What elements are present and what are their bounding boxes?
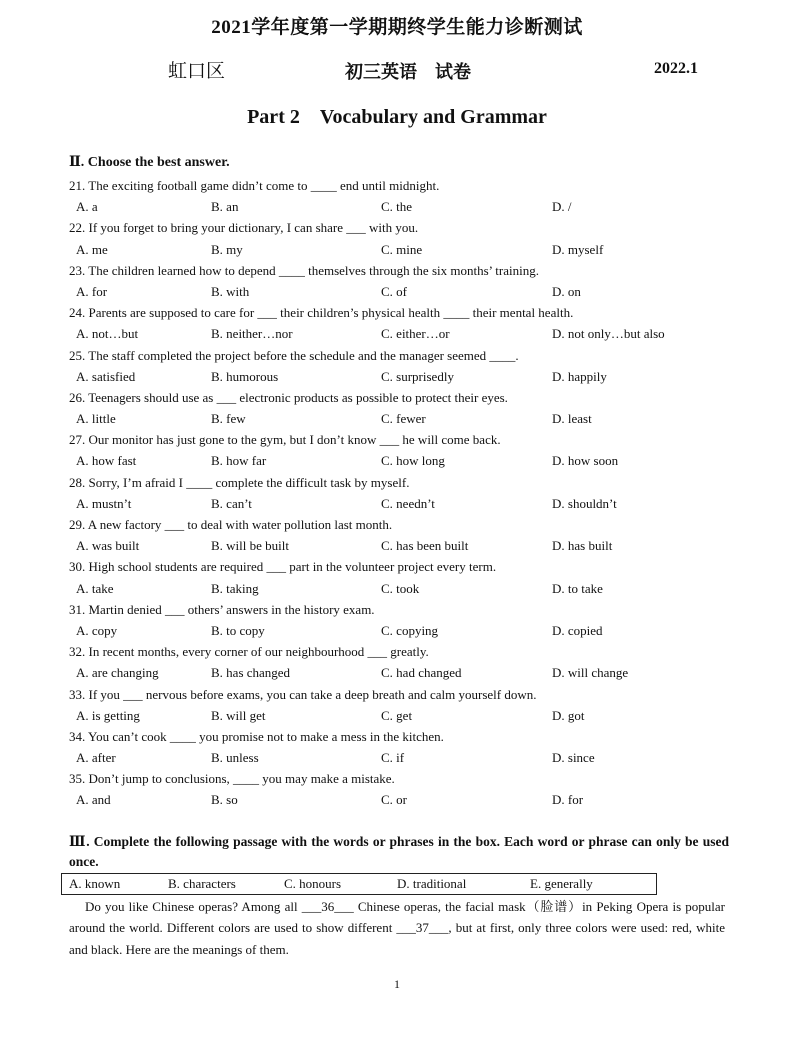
district-label: 虹口区 bbox=[168, 61, 226, 82]
question-options bbox=[69, 789, 729, 810]
question-stem: 30. High school students are required ___ part in the volunteer project every term. bbox=[69, 559, 497, 575]
word-box-option-d: D. traditional bbox=[397, 876, 467, 891]
option-d: D. to take bbox=[552, 580, 603, 596]
question-options bbox=[69, 705, 729, 726]
option-b: B. will be built bbox=[211, 538, 289, 554]
option-c: C. either…or bbox=[381, 326, 450, 342]
question-stem: 25. The staff completed the project before the schedule and the manager seemed ____. bbox=[69, 347, 519, 363]
question-item bbox=[69, 641, 729, 683]
option-a: A. not…but bbox=[76, 326, 139, 342]
option-d: D. on bbox=[552, 283, 581, 299]
option-c: C. had changed bbox=[381, 665, 462, 681]
option-c: C. how long bbox=[381, 453, 445, 469]
option-b: B. can’t bbox=[211, 495, 252, 511]
option-a: A. was built bbox=[76, 538, 140, 554]
question-options bbox=[69, 196, 729, 217]
question-item bbox=[69, 684, 729, 726]
question-stem: 35. Don’t jump to conclusions, ____ you may make a mistake. bbox=[69, 771, 395, 787]
option-d: D. myself bbox=[552, 241, 604, 257]
option-c: C. copying bbox=[381, 622, 439, 638]
option-d: D. since bbox=[552, 750, 595, 766]
question-options bbox=[69, 323, 729, 344]
question-options bbox=[69, 578, 729, 599]
question-list bbox=[69, 175, 729, 811]
word-box bbox=[61, 873, 657, 895]
word-box-option-c: C. honours bbox=[284, 876, 342, 891]
option-a: A. copy bbox=[76, 622, 118, 638]
question-item bbox=[69, 175, 729, 217]
reading-passage: Do you like Chinese operas? Among all ___36___ Chinese operas, the facial mask（脸谱）in Peking Opera is popular around the world. Different colors are used to show different ___37___, but at first, only three colors were used: red, white and black. Here are the meanings of them. bbox=[69, 899, 725, 957]
option-c: C. needn’t bbox=[381, 495, 435, 511]
question-item bbox=[69, 345, 729, 387]
question-options bbox=[69, 366, 729, 387]
option-a: A. are changing bbox=[76, 665, 159, 681]
section-3-heading: Ⅲ. Complete the following passage with the words or phrases in the box. Each word or phrase can only be used once. bbox=[69, 834, 729, 869]
question-item bbox=[69, 387, 729, 429]
option-b: B. so bbox=[211, 792, 238, 808]
option-c: C. the bbox=[381, 199, 413, 215]
option-a: A. me bbox=[76, 241, 108, 257]
option-a: A. how fast bbox=[76, 453, 137, 469]
question-options bbox=[69, 493, 729, 514]
option-a: A. take bbox=[76, 580, 114, 596]
option-d: D. will change bbox=[552, 665, 629, 681]
option-a: A. for bbox=[76, 283, 108, 299]
question-stem: 23. The children learned how to depend ____ themselves through the six months’ training. bbox=[69, 262, 539, 278]
question-item bbox=[69, 599, 729, 641]
question-options bbox=[69, 450, 729, 471]
option-a: A. satisfied bbox=[76, 368, 136, 384]
option-c: C. has been built bbox=[381, 538, 469, 554]
question-stem: 29. A new factory ___ to deal with water pollution last month. bbox=[69, 517, 393, 532]
option-d: D. for bbox=[552, 792, 584, 808]
option-a: A. and bbox=[76, 792, 111, 808]
question-item bbox=[69, 726, 729, 768]
question-stem: 27. Our monitor has just gone to the gym, but I don’t know ___ he will come back. bbox=[69, 432, 501, 448]
question-item bbox=[69, 302, 729, 344]
option-d: D. not only…but also bbox=[552, 326, 665, 342]
option-b: B. with bbox=[211, 283, 250, 299]
option-b: B. how far bbox=[211, 453, 267, 469]
question-item bbox=[69, 514, 729, 556]
word-box-option-e: E. generally bbox=[530, 876, 593, 891]
option-c: C. get bbox=[381, 707, 413, 723]
exam-date: 2022.1 bbox=[654, 60, 698, 77]
subject-label: 初三英语 试卷 bbox=[345, 62, 471, 82]
question-options bbox=[69, 747, 729, 768]
word-box-option-b: B. characters bbox=[168, 876, 236, 891]
option-d: D. / bbox=[552, 199, 572, 215]
option-d: D. shouldn’t bbox=[552, 495, 617, 511]
question-options bbox=[69, 620, 729, 641]
option-b: B. humorous bbox=[211, 368, 279, 384]
option-d: D. copied bbox=[552, 622, 603, 638]
part-title: Part 2 Vocabulary and Grammar bbox=[247, 106, 547, 128]
question-stem: 21. The exciting football game didn’t come to ____ end until midnight. bbox=[69, 178, 440, 193]
option-a: A. after bbox=[76, 750, 116, 766]
question-options bbox=[69, 239, 729, 260]
option-d: D. got bbox=[552, 707, 585, 723]
question-stem: 32. In recent months, every corner of our neighbourhood ___ greatly. bbox=[69, 644, 429, 660]
option-c: C. surprisedly bbox=[381, 368, 454, 384]
question-stem: 22. If you forget to bring your dictionary, I can share ___ with you. bbox=[69, 220, 419, 236]
option-b: B. taking bbox=[211, 580, 259, 596]
question-stem: 31. Martin denied ___ others’ answers in the history exam. bbox=[69, 601, 375, 617]
exam-title: 2021学年度第一学期期终学生能力诊断测试 bbox=[211, 17, 583, 38]
question-item bbox=[69, 429, 729, 471]
option-b: B. an bbox=[211, 199, 239, 215]
option-c: C. mine bbox=[381, 241, 423, 257]
question-item bbox=[69, 768, 729, 810]
option-d: D. has built bbox=[552, 538, 613, 554]
question-stem: 33. If you ___ nervous before exams, you can take a deep breath and calm yourself down. bbox=[69, 686, 537, 702]
option-a: A. a bbox=[76, 199, 98, 215]
section-2-heading: Ⅱ. Choose the best answer. bbox=[69, 155, 230, 170]
question-stem: 26. Teenagers should use as ___ electronic products as possible to protect their eyes. bbox=[69, 389, 508, 405]
question-options bbox=[69, 535, 729, 556]
question-item bbox=[69, 260, 729, 302]
option-c: C. took bbox=[381, 580, 420, 596]
option-d: D. how soon bbox=[552, 453, 619, 469]
option-c: C. if bbox=[381, 750, 405, 766]
question-stem: 34. You can’t cook ____ you promise not to make a mess in the kitchen. bbox=[69, 728, 444, 744]
option-b: B. my bbox=[211, 241, 243, 257]
option-a: A. is getting bbox=[76, 707, 140, 723]
option-b: B. will get bbox=[211, 707, 266, 723]
option-b: B. has changed bbox=[211, 665, 291, 681]
question-item bbox=[69, 472, 729, 514]
option-b: B. neither…nor bbox=[211, 326, 293, 342]
option-d: D. least bbox=[552, 411, 592, 427]
question-stem: 24. Parents are supposed to care for ___ their children’s physical health ____ their mental health. bbox=[69, 305, 574, 321]
option-d: D. happily bbox=[552, 368, 607, 384]
option-c: C. fewer bbox=[381, 411, 426, 427]
option-a: A. mustn’t bbox=[76, 495, 132, 511]
question-item bbox=[69, 217, 729, 259]
option-c: C. of bbox=[381, 283, 407, 299]
option-b: B. unless bbox=[211, 750, 259, 766]
page-number: 1 bbox=[394, 977, 400, 991]
word-box-option-a: A. known bbox=[69, 876, 121, 891]
question-options bbox=[69, 281, 729, 302]
question-options bbox=[69, 662, 729, 683]
option-c: C. or bbox=[381, 792, 407, 808]
question-stem: 28. Sorry, I’m afraid I ____ complete the difficult task by myself. bbox=[69, 474, 410, 490]
question-options bbox=[69, 408, 729, 429]
option-b: B. few bbox=[211, 411, 246, 427]
question-item bbox=[69, 556, 729, 598]
option-a: A. little bbox=[76, 411, 116, 427]
option-b: B. to copy bbox=[211, 622, 265, 638]
